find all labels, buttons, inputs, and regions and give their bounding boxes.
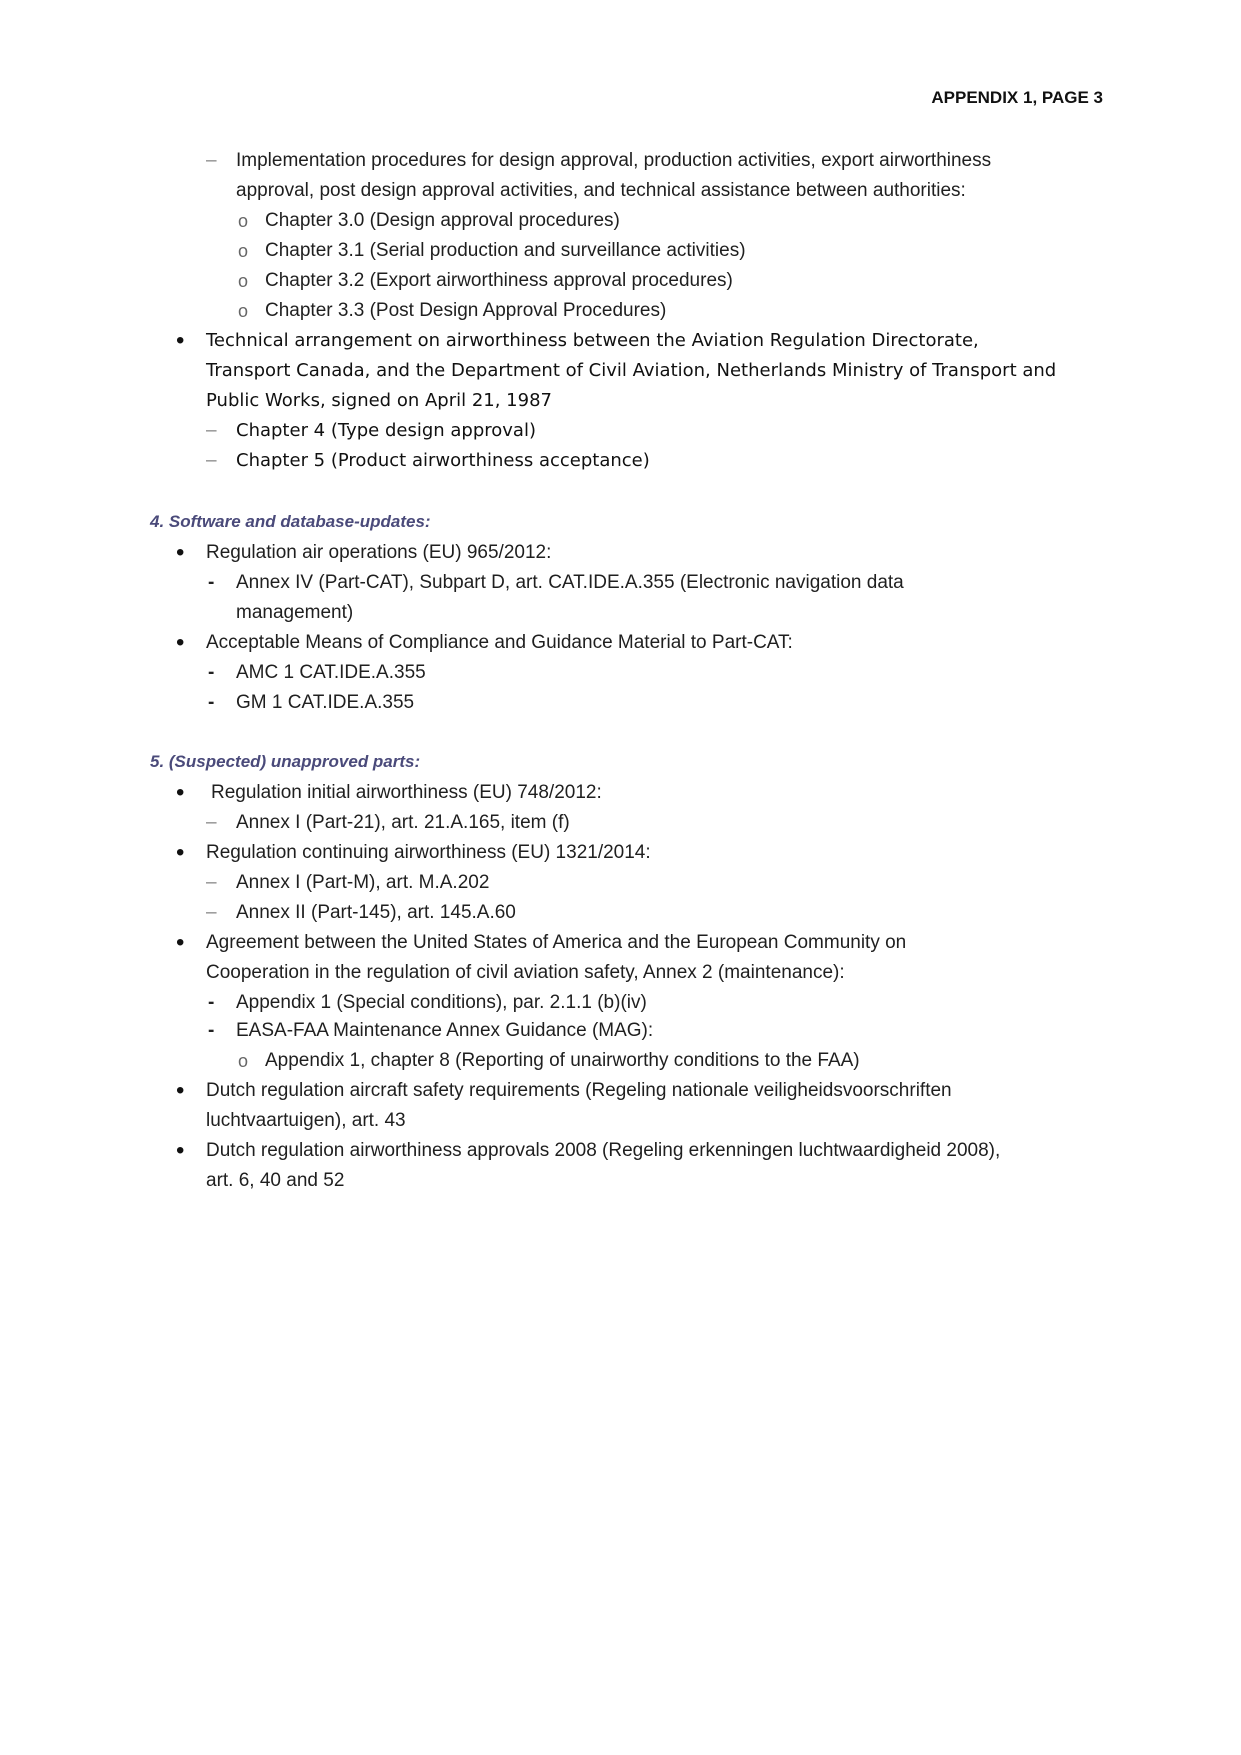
list-item: Annex IV (Part-CAT), Subpart D, art. CAT.IDE.A.355 (Electronic navigation data bbox=[236, 572, 904, 593]
bullet-marker: • bbox=[176, 779, 185, 806]
page-header: APPENDIX 1, PAGE 3 bbox=[931, 88, 1103, 107]
hyphen-marker: - bbox=[208, 992, 215, 1013]
section-heading-4: 4. Software and database-updates: bbox=[150, 512, 431, 531]
list-item: Regulation continuing airworthiness (EU) 1321/2014: bbox=[206, 842, 651, 863]
list-item-continued: Transport Canada, and the Department of Civil Aviation, Netherlands Ministry of Transport and bbox=[206, 360, 1057, 381]
list-item: AMC 1 CAT.IDE.A.355 bbox=[236, 662, 426, 683]
circle-marker: o bbox=[238, 211, 249, 231]
list-item: Acceptable Means of Compliance and Guidance Material to Part-CAT: bbox=[206, 632, 793, 653]
dash-marker: – bbox=[206, 812, 217, 833]
list-item: Chapter 4 (Type design approval) bbox=[236, 420, 536, 441]
list-item-continued: luchtvaartuigen), art. 43 bbox=[206, 1110, 406, 1131]
dash-marker: – bbox=[206, 872, 217, 893]
list-item: Agreement between the United States of America and the European Community on bbox=[206, 932, 907, 953]
list-item: Dutch regulation aircraft safety requirements (Regeling nationale veiligheidsvoorschriften bbox=[206, 1080, 952, 1101]
list-item: Chapter 3.3 (Post Design Approval Procedures) bbox=[265, 300, 667, 321]
list-item-continued: approval, post design approval activities, and technical assistance between authorities: bbox=[236, 180, 966, 201]
list-item: Dutch regulation airworthiness approvals 2008 (Regeling erkenningen luchtwaardigheid 2008), bbox=[206, 1140, 1001, 1161]
dash-marker: – bbox=[206, 150, 217, 171]
hyphen-marker: - bbox=[208, 692, 215, 713]
list-item: Chapter 3.2 (Export airworthiness approval procedures) bbox=[265, 270, 733, 291]
dash-marker: – bbox=[206, 450, 217, 471]
circle-marker: o bbox=[238, 271, 249, 291]
bullet-marker: • bbox=[176, 839, 185, 866]
section-heading-5: 5. (Suspected) unapproved parts: bbox=[150, 752, 421, 771]
list-item: Chapter 3.1 (Serial production and surveillance activities) bbox=[265, 240, 746, 261]
list-item: Appendix 1 (Special conditions), par. 2.1.1 (b)(iv) bbox=[236, 992, 647, 1013]
hyphen-marker: - bbox=[208, 662, 215, 683]
circle-marker: o bbox=[238, 241, 249, 261]
bullet-marker: • bbox=[176, 1077, 185, 1104]
bullet-marker: • bbox=[176, 1137, 185, 1164]
list-item: Chapter 3.0 (Design approval procedures) bbox=[265, 210, 620, 231]
hyphen-marker: - bbox=[208, 1020, 215, 1041]
list-item: GM 1 CAT.IDE.A.355 bbox=[236, 692, 415, 713]
list-item: Annex I (Part-21), art. 21.A.165, item (f) bbox=[236, 812, 570, 833]
circle-marker: o bbox=[238, 301, 249, 321]
list-item-continued: art. 6, 40 and 52 bbox=[206, 1170, 345, 1191]
list-item-continued: Cooperation in the regulation of civil aviation safety, Annex 2 (maintenance): bbox=[206, 962, 845, 983]
dash-marker: – bbox=[206, 420, 217, 441]
circle-marker: o bbox=[238, 1051, 249, 1071]
list-item: Annex II (Part-145), art. 145.A.60 bbox=[236, 902, 516, 923]
list-item: Implementation procedures for design approval, production activities, export airworthiness bbox=[236, 150, 992, 171]
list-item-continued: management) bbox=[236, 602, 354, 623]
bullet-marker: • bbox=[176, 629, 185, 656]
list-item: Annex I (Part-M), art. M.A.202 bbox=[236, 872, 490, 893]
dash-marker: – bbox=[206, 902, 217, 923]
hyphen-marker: - bbox=[208, 572, 215, 593]
list-item: Regulation initial airworthiness (EU) 748/2012: bbox=[211, 782, 602, 803]
bullet-marker: • bbox=[176, 929, 185, 956]
list-item: Regulation air operations (EU) 965/2012: bbox=[206, 542, 552, 563]
list-item-continued: Public Works, signed on April 21, 1987 bbox=[206, 390, 552, 411]
bullet-marker: • bbox=[176, 327, 185, 354]
list-item: Appendix 1, chapter 8 (Reporting of unairworthy conditions to the FAA) bbox=[265, 1050, 860, 1071]
list-item: Technical arrangement on airworthiness between the Aviation Regulation Directorate, bbox=[206, 330, 979, 351]
bullet-marker: • bbox=[176, 539, 185, 566]
list-item: EASA-FAA Maintenance Annex Guidance (MAG): bbox=[236, 1020, 654, 1041]
list-item: Chapter 5 (Product airworthiness acceptance) bbox=[236, 450, 650, 471]
